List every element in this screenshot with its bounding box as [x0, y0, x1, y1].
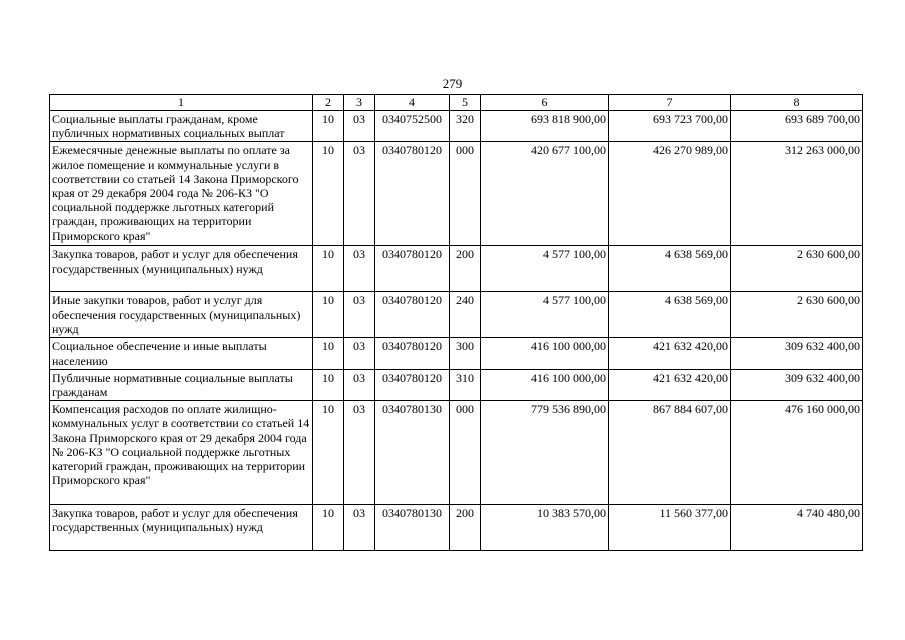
cell-subsection: 03 [344, 401, 375, 505]
cell-amount-6: 416 100 000,00 [481, 338, 609, 369]
cell-amount-7: 421 632 420,00 [609, 369, 731, 400]
column-header: 7 [609, 95, 731, 111]
cell-section: 10 [313, 369, 344, 400]
cell-target-code: 0340780130 [375, 505, 450, 551]
row-name: Иные закупки товаров, работ и услуг для обеспечения государственных (муниципальных) нужд [50, 292, 313, 338]
row-name: Закупка товаров, работ и услуг для обеспечения государственных (муниципальных) нужд [50, 246, 313, 292]
cell-expense-type: 300 [450, 338, 481, 369]
cell-section: 10 [313, 401, 344, 505]
cell-amount-7: 693 723 700,00 [609, 111, 731, 142]
cell-target-code: 0340780120 [375, 292, 450, 338]
row-name: Ежемесячные денежные выплаты по оплате за жилое помещение и коммунальные услуги в соответствии со статьей 14 Закона Приморского края от 29 декабря 2004 года № 206-КЗ "О социальной поддержке льготных категорий граждан, проживающих на территории Приморского края" [50, 142, 313, 246]
cell-target-code: 0340780120 [375, 338, 450, 369]
cell-expense-type: 200 [450, 246, 481, 292]
table-row [50, 292, 863, 338]
cell-amount-6: 420 677 100,00 [481, 142, 609, 246]
table-row [50, 246, 863, 292]
cell-section: 10 [313, 292, 344, 338]
cell-expense-type: 240 [450, 292, 481, 338]
cell-target-code: 0340780120 [375, 142, 450, 246]
cell-amount-7: 426 270 989,00 [609, 142, 731, 246]
cell-subsection: 03 [344, 111, 375, 142]
table-row [50, 505, 863, 551]
cell-expense-type: 000 [450, 142, 481, 246]
column-header: 2 [313, 95, 344, 111]
cell-amount-8: 309 632 400,00 [731, 369, 863, 400]
cell-amount-6: 4 577 100,00 [481, 246, 609, 292]
cell-target-code: 0340780130 [375, 401, 450, 505]
cell-subsection: 03 [344, 505, 375, 551]
cell-amount-6: 10 383 570,00 [481, 505, 609, 551]
table-row [50, 338, 863, 369]
cell-amount-8: 693 689 700,00 [731, 111, 863, 142]
cell-amount-7: 4 638 569,00 [609, 292, 731, 338]
page-number: 279 [442, 76, 463, 91]
cell-section: 10 [313, 246, 344, 292]
cell-amount-7: 4 638 569,00 [609, 246, 731, 292]
cell-section: 10 [313, 338, 344, 369]
column-header: 6 [481, 95, 609, 111]
column-header: 1 [50, 95, 313, 111]
cell-section: 10 [313, 142, 344, 246]
cell-amount-8: 2 630 600,00 [731, 246, 863, 292]
cell-subsection: 03 [344, 142, 375, 246]
cell-target-code: 0340780120 [375, 246, 450, 292]
cell-amount-7: 11 560 377,00 [609, 505, 731, 551]
cell-amount-8: 476 160 000,00 [731, 401, 863, 505]
header-row [50, 95, 863, 111]
cell-expense-type: 320 [450, 111, 481, 142]
cell-amount-8: 4 740 480,00 [731, 505, 863, 551]
cell-expense-type: 000 [450, 401, 481, 505]
cell-amount-6: 416 100 000,00 [481, 369, 609, 400]
cell-subsection: 03 [344, 246, 375, 292]
row-name: Компенсация расходов по оплате жилищно-коммунальных услуг в соответствии со статьей 14 Закона Приморского края от 29 декабря 2004 года № 206-КЗ "О социальной поддержке льготных категорий граждан, проживающих на территории Приморского края" [50, 401, 313, 505]
cell-subsection: 03 [344, 292, 375, 338]
table-row [50, 401, 863, 505]
row-name: Публичные нормативные социальные выплаты гражданам [50, 369, 313, 400]
cell-amount-8: 2 630 600,00 [731, 292, 863, 338]
cell-amount-6: 693 818 900,00 [481, 111, 609, 142]
cell-expense-type: 200 [450, 505, 481, 551]
table-row [50, 142, 863, 246]
table-row [50, 369, 863, 400]
cell-target-code: 0340752500 [375, 111, 450, 142]
cell-section: 10 [313, 505, 344, 551]
cell-target-code: 0340780120 [375, 369, 450, 400]
column-header: 8 [731, 95, 863, 111]
table-row [50, 111, 863, 142]
row-name: Социальное обеспечение и иные выплаты населению [50, 338, 313, 369]
cell-amount-7: 867 884 607,00 [609, 401, 731, 505]
row-name: Закупка товаров, работ и услуг для обеспечения государственных (муниципальных) нужд [50, 505, 313, 551]
table-body [50, 111, 863, 551]
cell-amount-6: 779 536 890,00 [481, 401, 609, 505]
cell-expense-type: 310 [450, 369, 481, 400]
budget-table [49, 94, 863, 551]
cell-amount-8: 309 632 400,00 [731, 338, 863, 369]
cell-subsection: 03 [344, 369, 375, 400]
cell-amount-8: 312 263 000,00 [731, 142, 863, 246]
column-header: 3 [344, 95, 375, 111]
cell-amount-6: 4 577 100,00 [481, 292, 609, 338]
cell-subsection: 03 [344, 338, 375, 369]
column-header: 5 [450, 95, 481, 111]
column-header: 4 [375, 95, 450, 111]
table-header [50, 95, 863, 111]
cell-amount-7: 421 632 420,00 [609, 338, 731, 369]
cell-section: 10 [313, 111, 344, 142]
row-name: Социальные выплаты гражданам, кроме публичных нормативных социальных выплат [50, 111, 313, 142]
